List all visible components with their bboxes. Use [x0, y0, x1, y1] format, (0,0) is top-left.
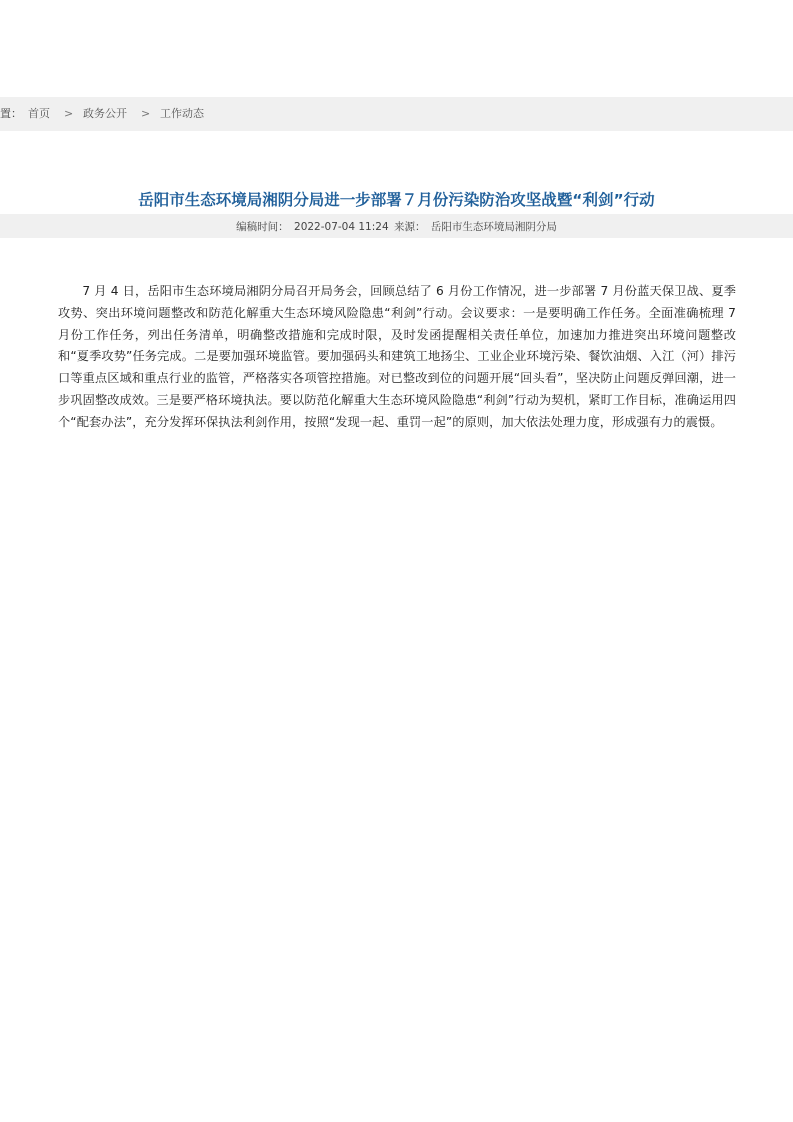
article-body: 7 月 4 日，岳阳市生态环境局湘阴分局召开局务会，回顾总结了 6 月份工作情况，进一步部署 7 月份蓝天保卫战、夏季攻势、突出环境问题整改和防范化解重大生态环境风险隐患“利剑”行动。会议要求：一是要明确工作任务。全面准确梳理 7 月份工作任务，列出任务清单，明确整改措施和完成时限，及时发函提醒相关责任单位，加速加力推进突出环境问题整改和“夏季攻势”任务完成。二是要加强环境监管。要加强码头和建筑工地扬尘、工业企业环境污染、餐饮油烟、入江（河）排污口等重点区域和重点行业的监管，严格落实各项管控措施。对已整改到位的问题开展“回头看”，坚决防止问题反弹回潮，进一步巩固整改成效。三是要严格环境执法。要以防范化解重大生态环境风险隐患“利剑”行动为契机，紧盯工作目标，准确运用四个“配套办法”，充分发挥环保执法利剑作用，按照“发现一起、重罚一起”的原则，加大依法处理力度，形成强有力的震慑。 — [58, 284, 736, 429]
breadcrumb-separator-icon: > — [141, 107, 151, 120]
edit-time-label: 编稿时间： — [236, 221, 289, 233]
breadcrumb-separator-icon: > — [64, 107, 74, 120]
breadcrumb-item-work-news[interactable]: 工作动态 — [160, 107, 204, 120]
breadcrumb-prefix: 置： — [0, 107, 22, 120]
edit-time: 2022-07-04 11:24 — [294, 221, 389, 233]
source: 岳阳市生态环境局湘阴分局 — [430, 221, 557, 233]
article-meta — [0, 214, 793, 238]
breadcrumb-item-government-affairs[interactable]: 政务公开 — [83, 107, 127, 120]
source-label: 来源： — [393, 221, 426, 233]
article-title: 岳阳市生态环境局湘阴分局进一步部署７月份污染防治攻坚战暨“利剑”行动 — [138, 191, 655, 209]
breadcrumb — [0, 97, 793, 131]
breadcrumb-item-home[interactable]: 首页 — [28, 107, 50, 120]
